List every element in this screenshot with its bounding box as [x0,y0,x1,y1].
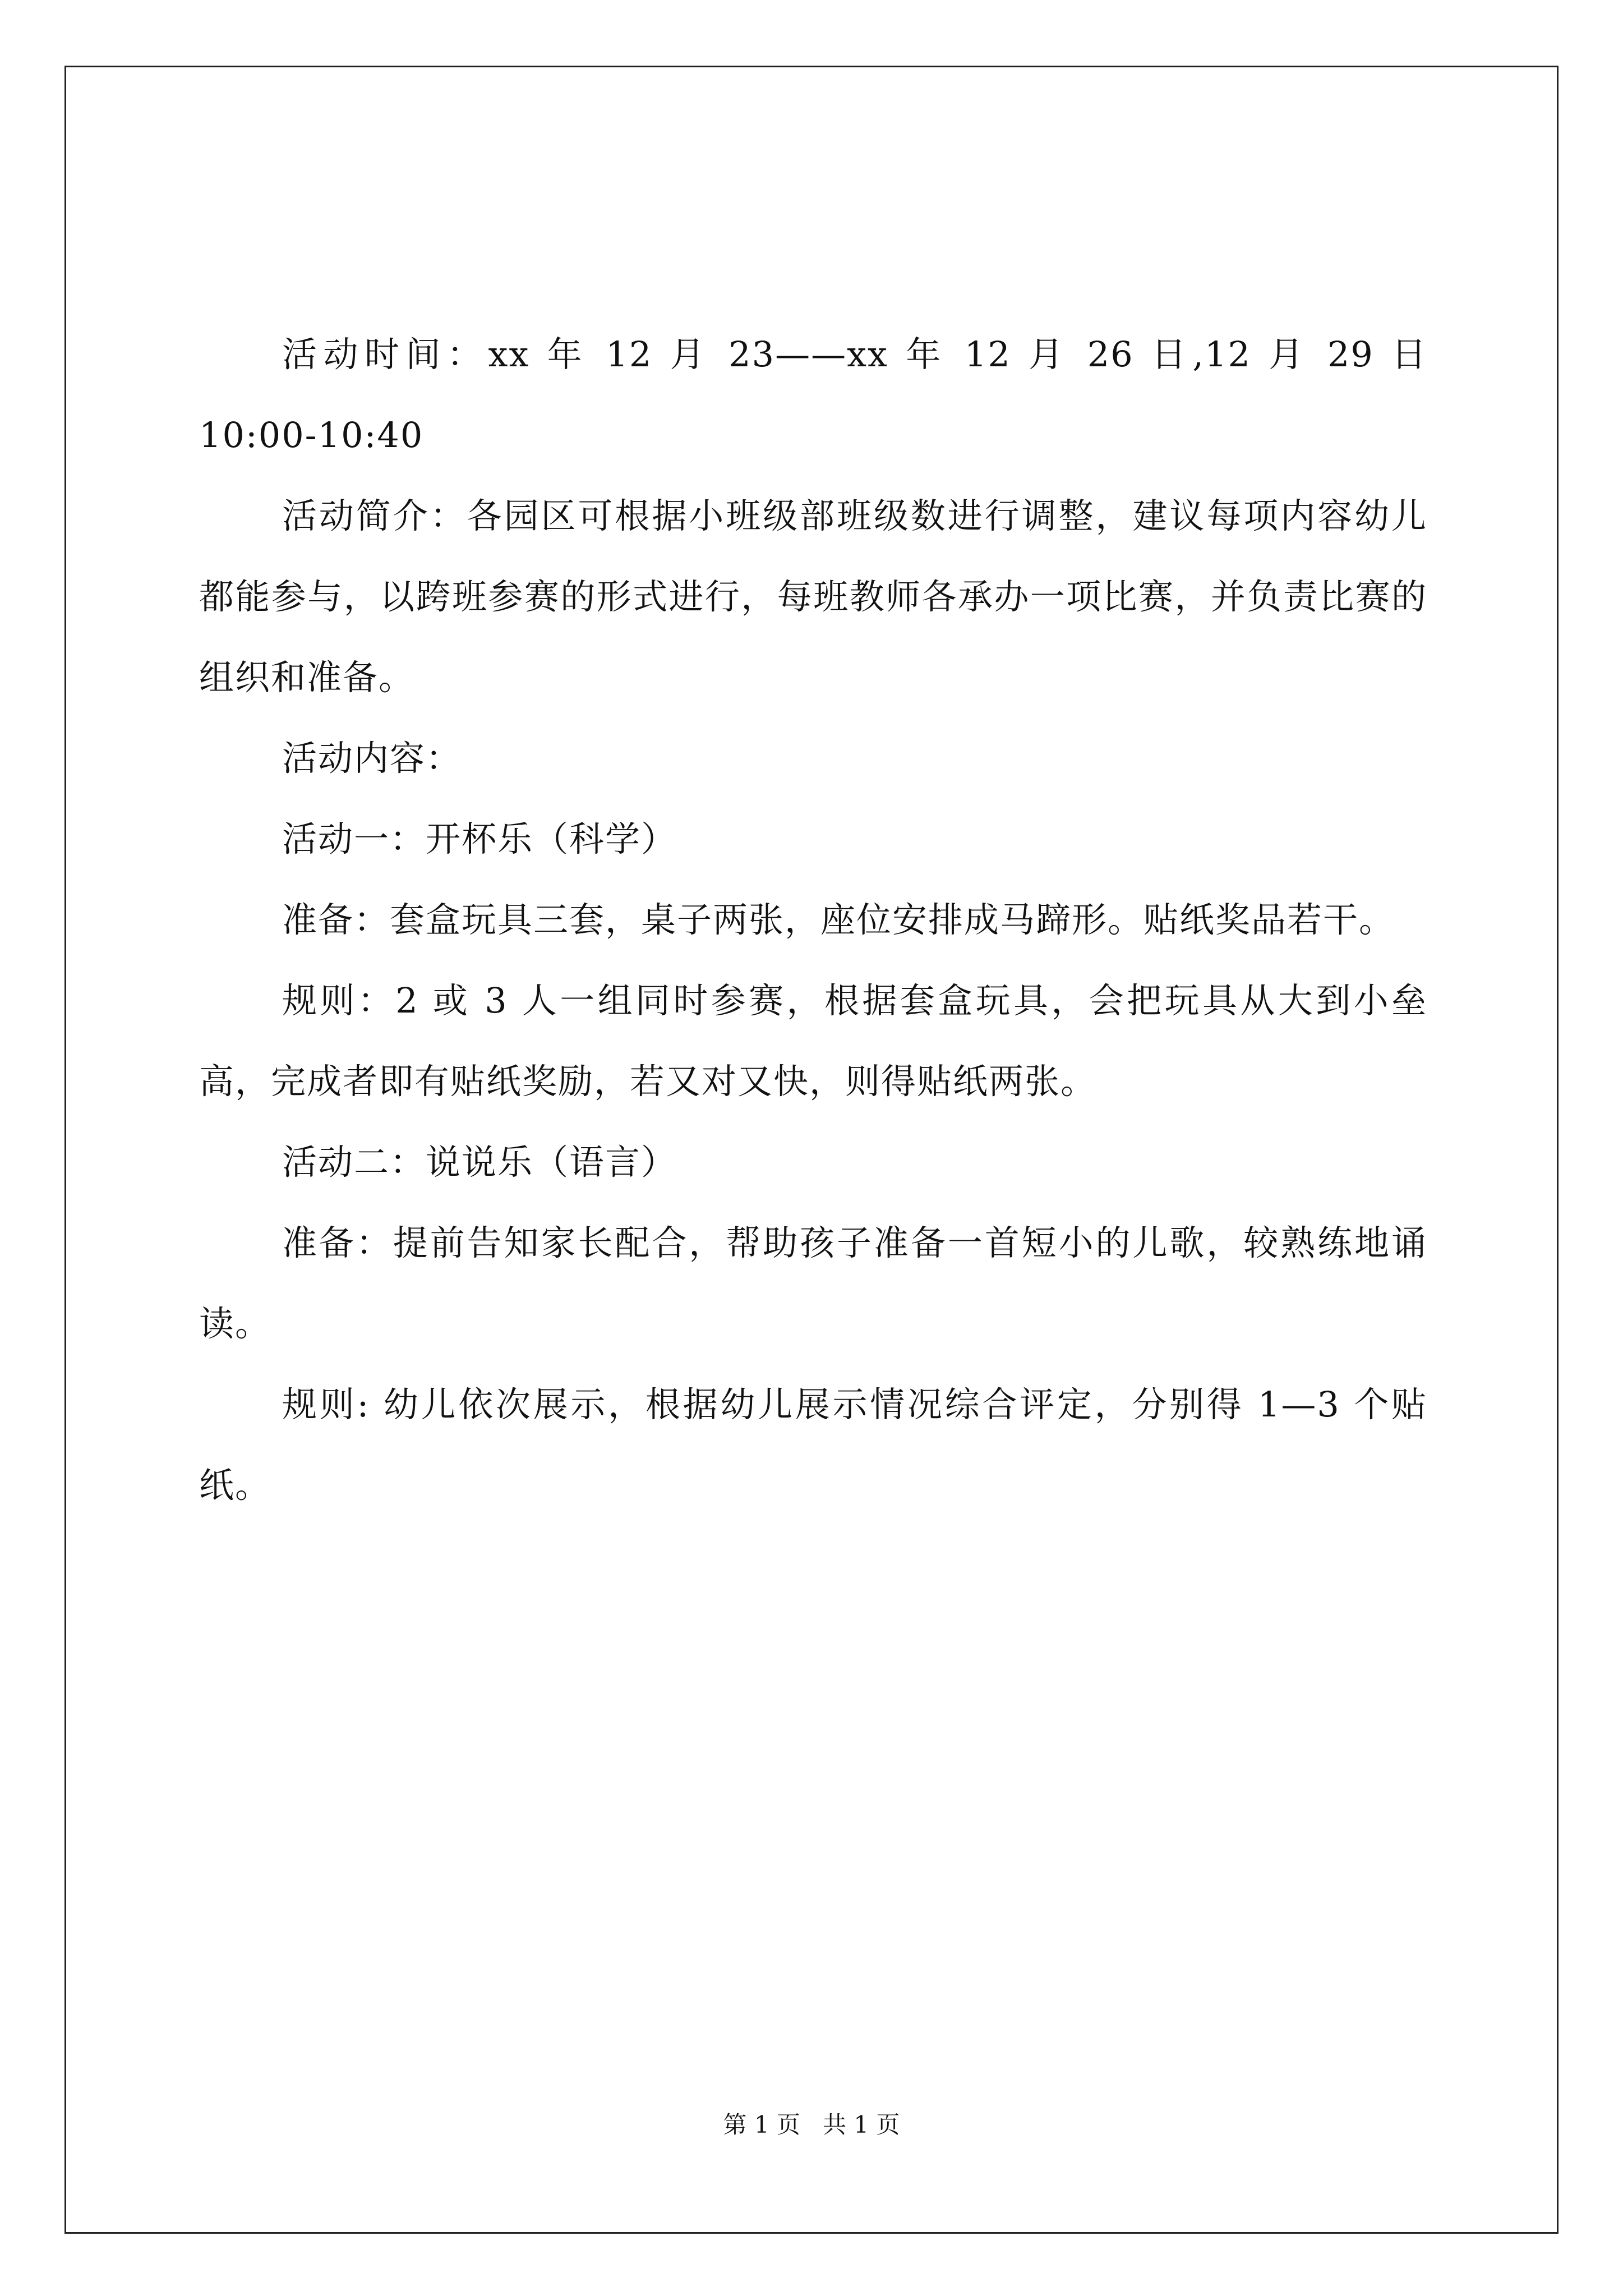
page-footer: 第 1 页 共 1 页 [723,2111,900,2138]
paragraph-activity-time: 活动时间：xx 年 12 月 23——xx 年 12 月 26 日,12 月 29 日 10:00-10:40 [199,334,1427,455]
paragraph-activity-one-rules: 规则：2 或 3 人一组同时参赛，根据套盒玩具，会把玩具从大到小垒高，完成者即有贴纸奖励，若又对又快，则得贴纸两张。 [199,980,1427,1102]
paragraph-activity-two-preparation: 准备：提前告知家长配合，帮助孩子准备一首短小的儿歌，较熟练地诵读。 [199,1222,1427,1344]
paragraph-activity-one-title: 活动一：开杯乐（科学） [282,818,677,859]
paragraph-activity-two-title: 活动二：说说乐（语言） [282,1142,677,1182]
paragraph-activity-one-preparation: 准备：套盒玩具三套，桌子两张，座位安排成马蹄形。贴纸奖品若干。 [282,899,1395,940]
document-body [199,314,1427,1526]
paragraph-activity-intro: 活动简介：各园区可根据小班级部班级数进行调整，建议每项内容幼儿都能参与，以跨班参赛的形式进行，每班教师各承办一项比赛，并负责比赛的组织和准备。 [199,495,1427,698]
paragraph-activity-content-heading: 活动内容： [282,738,462,779]
paragraph-activity-two-rules: 规则: 幼儿依次展示，根据幼儿展示情况综合评定，分别得 1—3 个贴纸。 [199,1384,1427,1506]
